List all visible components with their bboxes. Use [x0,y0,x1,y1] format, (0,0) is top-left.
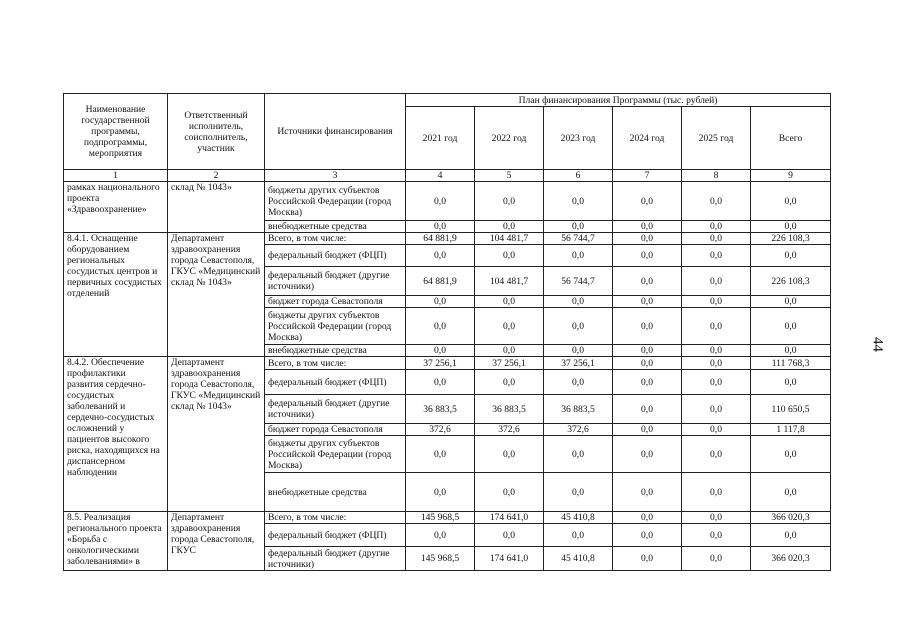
year-value-cell: 0,0 [475,370,544,395]
header-year-2022: 2022 год [475,107,544,170]
table-row [64,512,831,524]
column-number: 1 [64,170,168,182]
funding-source-cell: бюджеты других субъектов Российской Федерации (город Москва) [265,182,406,221]
year-value-cell: 0,0 [406,296,475,308]
year-value-cell: 0,0 [613,345,682,357]
funding-source-cell: федеральный бюджет (другие источники) [265,267,406,296]
program-name-cell: 8.4.1. Оснащение оборудованием региональных сосудистых центров и первичных сосудистых отделений [64,233,168,357]
year-value-cell: 0,0 [682,547,751,571]
year-value-cell: 0,0 [682,512,751,524]
funding-source-cell: федеральный бюджет (ФЦП) [265,524,406,547]
header-program-name: Наименование государственной программы, подпрограммы, мероприятия [64,94,168,170]
year-value-cell: 0,0 [682,473,751,512]
year-value-cell: 37 256,1 [475,357,544,370]
year-value-cell: 0,0 [613,524,682,547]
year-value-cell: 0,0 [682,296,751,308]
year-value-cell: 0,0 [544,436,613,473]
year-value-cell: 0,0 [682,424,751,436]
year-value-cell: 0,0 [682,221,751,233]
year-value-cell: 36 883,5 [475,395,544,424]
table-row [64,182,831,221]
year-value-cell: 0,0 [475,221,544,233]
program-name-cell: 8.5. Реализация регионального проекта «Борьба с онкологическими заболеваниями» в [64,512,168,571]
year-value-cell: 0,0 [544,221,613,233]
total-value-cell: 0,0 [751,345,831,357]
year-value-cell: 0,0 [544,308,613,345]
table-row [64,357,831,370]
year-value-cell: 372,6 [406,424,475,436]
funding-source-cell: федеральный бюджет (ФЦП) [265,370,406,395]
year-value-cell: 174 641,0 [475,547,544,571]
year-value-cell: 0,0 [475,473,544,512]
year-value-cell: 0,0 [475,436,544,473]
year-value-cell: 0,0 [682,308,751,345]
year-value-cell: 174 641,0 [475,512,544,524]
year-value-cell: 45 410,8 [544,512,613,524]
page-number: 44 [869,337,886,352]
year-value-cell: 64 881,9 [406,233,475,245]
header-funding-sources: Источники финансирования [265,94,406,170]
program-name-cell: рамках национального проекта «Здравоохранение» [64,182,168,233]
year-value-cell: 0,0 [544,370,613,395]
year-value-cell: 145 968,5 [406,512,475,524]
year-value-cell: 56 744,7 [544,267,613,296]
year-value-cell: 0,0 [682,436,751,473]
column-number: 4 [406,170,475,182]
year-value-cell: 0,0 [613,357,682,370]
program-name-cell: 8.4.2. Обеспечение профилактики развития сердечно-сосудистых заболеваний и сердечно-сосудистых осложнений у пациентов высокого риска, находящихся на диспансерном наблюдении [64,357,168,512]
year-value-cell: 0,0 [544,524,613,547]
year-value-cell: 0,0 [475,308,544,345]
header-year-2025: 2025 год [682,107,751,170]
year-value-cell: 0,0 [613,424,682,436]
year-value-cell: 0,0 [613,370,682,395]
year-value-cell: 0,0 [406,221,475,233]
year-value-cell: 0,0 [613,245,682,267]
year-value-cell: 0,0 [406,308,475,345]
total-value-cell: 0,0 [751,296,831,308]
total-value-cell: 226 108,3 [751,267,831,296]
funding-source-cell: федеральный бюджет (другие источники) [265,395,406,424]
funding-source-cell: бюджет города Севастополя [265,424,406,436]
year-value-cell: 372,6 [544,424,613,436]
executor-cell: Департамент здравоохранения города Севастополя, ГКУС «Медицинский склад № 1043» [168,357,265,512]
year-value-cell: 0,0 [613,267,682,296]
column-number: 3 [265,170,406,182]
year-value-cell: 0,0 [613,182,682,221]
year-value-cell: 0,0 [613,395,682,424]
year-value-cell: 0,0 [613,296,682,308]
header-executor: Ответственный исполнитель, соисполнитель, участник [168,94,265,170]
year-value-cell: 0,0 [406,245,475,267]
funding-source-cell: бюджет города Севастополя [265,296,406,308]
year-value-cell: 0,0 [544,245,613,267]
total-value-cell: 0,0 [751,473,831,512]
year-value-cell: 0,0 [613,221,682,233]
year-value-cell: 104 481,7 [475,267,544,296]
year-value-cell: 0,0 [475,524,544,547]
table-row [64,233,831,245]
funding-source-cell: федеральный бюджет (ФЦП) [265,245,406,267]
year-value-cell: 0,0 [682,245,751,267]
year-value-cell: 0,0 [613,233,682,245]
year-value-cell: 0,0 [613,308,682,345]
year-value-cell: 0,0 [406,345,475,357]
header-year-2023: 2023 год [544,107,613,170]
total-value-cell: 226 108,3 [751,233,831,245]
header-total: Всего [751,107,831,170]
year-value-cell: 56 744,7 [544,233,613,245]
year-value-cell: 0,0 [613,512,682,524]
total-value-cell: 110 650,5 [751,395,831,424]
total-value-cell: 0,0 [751,182,831,221]
year-value-cell: 64 881,9 [406,267,475,296]
executor-cell: Департамент здравоохранения города Севастополя, ГКУС [168,512,265,571]
total-value-cell: 111 768,3 [751,357,831,370]
year-value-cell: 0,0 [682,370,751,395]
funding-source-cell: Всего, в том числе: [265,357,406,370]
year-value-cell: 0,0 [544,345,613,357]
total-value-cell: 1 117,8 [751,424,831,436]
year-value-cell: 0,0 [682,395,751,424]
year-value-cell: 0,0 [406,182,475,221]
funding-source-cell: внебюджетные средства [265,473,406,512]
year-value-cell: 0,0 [475,245,544,267]
financing-table [63,93,831,571]
funding-source-cell: бюджеты других субъектов Российской Федерации (город Москва) [265,308,406,345]
column-number: 2 [168,170,265,182]
year-value-cell: 45 410,8 [544,547,613,571]
executor-cell: Департамент здравоохранения города Севастополя, ГКУС «Медицинский склад № 1043» [168,233,265,357]
column-numbers-row [64,170,831,182]
total-value-cell: 0,0 [751,245,831,267]
funding-source-cell: Всего, в том числе: [265,512,406,524]
year-value-cell: 37 256,1 [406,357,475,370]
total-value-cell: 0,0 [751,524,831,547]
year-value-cell: 37 256,1 [544,357,613,370]
year-value-cell: 0,0 [613,473,682,512]
year-value-cell: 0,0 [406,436,475,473]
header-year-2021: 2021 год [406,107,475,170]
total-value-cell: 366 020,3 [751,512,831,524]
year-value-cell: 0,0 [544,473,613,512]
year-value-cell: 0,0 [406,524,475,547]
year-value-cell: 0,0 [682,267,751,296]
year-value-cell: 0,0 [406,370,475,395]
funding-source-cell: Всего, в том числе: [265,233,406,245]
year-value-cell: 36 883,5 [406,395,475,424]
total-value-cell: 0,0 [751,370,831,395]
executor-cell: склад № 1043» [168,182,265,233]
funding-source-cell: внебюджетные средства [265,221,406,233]
year-value-cell: 0,0 [682,345,751,357]
year-value-cell: 0,0 [475,296,544,308]
column-number: 6 [544,170,613,182]
year-value-cell: 0,0 [544,296,613,308]
total-value-cell: 0,0 [751,308,831,345]
year-value-cell: 0,0 [682,357,751,370]
total-value-cell: 0,0 [751,436,831,473]
year-value-cell: 0,0 [613,436,682,473]
column-number: 5 [475,170,544,182]
year-value-cell: 36 883,5 [544,395,613,424]
year-value-cell: 0,0 [613,547,682,571]
year-value-cell: 0,0 [475,182,544,221]
year-value-cell: 145 968,5 [406,547,475,571]
total-value-cell: 0,0 [751,221,831,233]
year-value-cell: 0,0 [682,524,751,547]
year-value-cell: 0,0 [544,182,613,221]
column-number: 8 [682,170,751,182]
funding-source-cell: внебюджетные средства [265,345,406,357]
funding-source-cell: федеральный бюджет (другие источники) [265,547,406,571]
year-value-cell: 0,0 [406,473,475,512]
total-value-cell: 366 020,3 [751,547,831,571]
year-value-cell: 372,6 [475,424,544,436]
column-number: 9 [751,170,831,182]
header-financing-plan: План финансирования Программы (тыс. рублей) [406,94,831,107]
funding-source-cell: бюджеты других субъектов Российской Федерации (город Москва) [265,436,406,473]
column-number: 7 [613,170,682,182]
header-year-2024: 2024 год [613,107,682,170]
year-value-cell: 0,0 [682,233,751,245]
year-value-cell: 104 481,7 [475,233,544,245]
year-value-cell: 0,0 [682,182,751,221]
year-value-cell: 0,0 [475,345,544,357]
